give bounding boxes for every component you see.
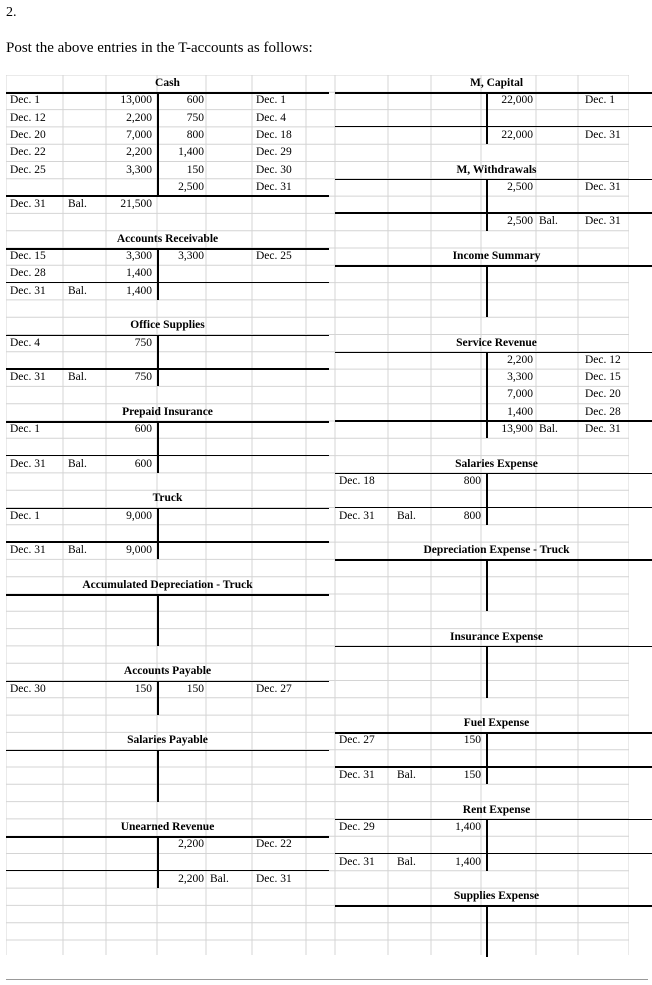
credit-date: Dec. 30 bbox=[256, 163, 292, 176]
debit-date: Dec. 1 bbox=[10, 423, 41, 435]
debit-amount: 150 bbox=[463, 734, 481, 747]
t-account-center-line bbox=[486, 819, 488, 871]
debit-date: Dec. 31 bbox=[339, 855, 375, 868]
credit-amount: 750 bbox=[186, 111, 204, 124]
credit-amount: 150 bbox=[186, 163, 204, 176]
account-title: Prepaid Insurance bbox=[122, 405, 213, 418]
t-account-center-line bbox=[157, 750, 159, 802]
account-title: Cash bbox=[155, 77, 180, 89]
credit-amount: 2,200 bbox=[507, 353, 533, 366]
account-title: Rent Expense bbox=[462, 803, 531, 816]
debit-date: Dec. 31 bbox=[10, 284, 46, 297]
credit-date: Dec. 18 bbox=[256, 128, 292, 141]
debit-amount: 3,300 bbox=[126, 163, 152, 176]
credit-amount: 2,200 bbox=[178, 838, 204, 851]
account-title: Income Summary bbox=[452, 250, 541, 262]
credit-date: Dec. 27 bbox=[256, 682, 292, 695]
debit-date: Dec. 31 bbox=[10, 198, 46, 211]
credit-date: Dec. 4 bbox=[256, 111, 287, 124]
debit-amount: 2,200 bbox=[126, 111, 152, 124]
credit-amount: 2,500 bbox=[178, 180, 204, 193]
debit-date: Dec. 31 bbox=[10, 544, 46, 557]
debit-amount: 7,000 bbox=[126, 128, 152, 141]
debit-amount: 1,400 bbox=[126, 284, 152, 297]
t-account-top-line bbox=[6, 594, 329, 596]
debit-amount: 13,000 bbox=[120, 94, 152, 107]
debit-date: Dec. 30 bbox=[10, 682, 46, 695]
credit-balance-label: Bal. bbox=[210, 872, 229, 885]
credit-amount: 7,000 bbox=[507, 388, 533, 401]
credit-date: Dec. 12 bbox=[585, 353, 621, 366]
credit-amount: 2,500 bbox=[507, 180, 533, 193]
debit-date: Dec. 4 bbox=[10, 336, 41, 349]
account-title: Unearned Revenue bbox=[120, 820, 215, 833]
t-account-center-line bbox=[157, 335, 159, 387]
debit-balance-label: Bal. bbox=[68, 457, 87, 470]
debit-amount: 1,400 bbox=[455, 820, 481, 833]
t-account-center-line bbox=[157, 421, 159, 473]
account-title: Insurance Expense bbox=[450, 630, 543, 643]
credit-date: Dec. 31 bbox=[585, 423, 621, 435]
credit-date: Dec. 25 bbox=[256, 250, 292, 262]
debit-amount: 750 bbox=[134, 371, 152, 384]
credit-date: Dec. 31 bbox=[585, 128, 621, 141]
credit-balance-label: Bal. bbox=[539, 215, 558, 228]
debit-balance-label: Bal. bbox=[397, 855, 416, 868]
debit-date: Dec. 31 bbox=[10, 457, 46, 470]
credit-amount: 2,200 bbox=[178, 872, 204, 885]
credit-amount: 1,400 bbox=[178, 146, 204, 159]
credit-amount: 800 bbox=[186, 128, 204, 141]
account-title: M, Withdrawals bbox=[456, 163, 537, 176]
account-title: Office Supplies bbox=[130, 319, 205, 332]
debit-amount: 800 bbox=[463, 509, 481, 522]
account-title: Fuel Expense bbox=[463, 717, 530, 730]
debit-balance-label: Bal. bbox=[68, 371, 87, 384]
account-title: Accumulated Depreciation - Truck bbox=[82, 578, 253, 591]
credit-amount: 600 bbox=[186, 94, 204, 107]
debit-date: Dec. 31 bbox=[339, 509, 375, 522]
t-account-center-line bbox=[486, 265, 488, 317]
debit-date: Dec. 1 bbox=[10, 94, 41, 107]
debit-date: Dec. 28 bbox=[10, 267, 46, 280]
debit-date: Dec. 25 bbox=[10, 163, 46, 176]
debit-balance-label: Bal. bbox=[68, 284, 87, 297]
t-account-center-line bbox=[486, 646, 488, 698]
t-account-top-line bbox=[335, 265, 652, 267]
t-account-top-line bbox=[6, 750, 329, 752]
debit-amount: 800 bbox=[463, 474, 481, 487]
credit-date: Dec. 20 bbox=[585, 388, 621, 401]
credit-balance-label: Bal. bbox=[539, 423, 558, 435]
credit-date: Dec. 31 bbox=[256, 180, 292, 193]
debit-balance-label: Bal. bbox=[68, 198, 87, 211]
credit-amount: 1,400 bbox=[507, 405, 533, 418]
debit-amount: 150 bbox=[134, 682, 152, 695]
credit-date: Dec. 15 bbox=[585, 371, 621, 384]
debit-date: Dec. 22 bbox=[10, 146, 46, 159]
account-title: Service Revenue bbox=[456, 336, 537, 349]
credit-date: Dec. 1 bbox=[256, 94, 287, 107]
instruction-text: Post the above entries in the T-accounts as follows: bbox=[6, 40, 313, 56]
account-title: Depreciation Expense - Truck bbox=[423, 544, 570, 557]
t-account-center-line bbox=[157, 508, 159, 560]
debit-date: Dec. 20 bbox=[10, 128, 46, 141]
credit-amount: 13,900 bbox=[501, 423, 533, 435]
account-title: Accounts Payable bbox=[123, 665, 212, 678]
t-account-center-line bbox=[486, 559, 488, 611]
t-account-center-line bbox=[486, 732, 488, 784]
account-title: Supplies Expense bbox=[453, 890, 540, 903]
debit-amount: 600 bbox=[134, 457, 152, 470]
debit-date: Dec. 12 bbox=[10, 111, 46, 124]
debit-balance-label: Bal. bbox=[68, 544, 87, 557]
credit-amount: 22,000 bbox=[501, 94, 533, 107]
debit-amount: 2,200 bbox=[126, 146, 152, 159]
t-account-center-line bbox=[486, 905, 488, 957]
credit-date: Dec. 29 bbox=[256, 146, 292, 159]
account-title: M, Capital bbox=[469, 77, 524, 89]
debit-date: Dec. 27 bbox=[339, 734, 375, 747]
account-title: Salaries Payable bbox=[127, 734, 208, 747]
debit-amount: 1,400 bbox=[455, 855, 481, 868]
credit-amount: 3,300 bbox=[507, 371, 533, 384]
debit-amount: 600 bbox=[134, 423, 152, 435]
credit-date: Dec. 31 bbox=[585, 180, 621, 193]
t-account-top-line bbox=[335, 905, 652, 907]
divider bbox=[6, 979, 648, 980]
account-title: Accounts Receivable bbox=[116, 232, 219, 245]
t-account-top-line bbox=[335, 559, 652, 561]
debit-date: Dec. 29 bbox=[339, 820, 375, 833]
debit-amount: 750 bbox=[134, 336, 152, 349]
account-title: Truck bbox=[152, 492, 183, 505]
account-title: Salaries Expense bbox=[455, 457, 538, 470]
credit-amount: 150 bbox=[186, 682, 204, 695]
credit-date: Dec. 22 bbox=[256, 838, 292, 851]
credit-amount: 2,500 bbox=[507, 215, 533, 228]
debit-amount: 150 bbox=[463, 769, 481, 781]
debit-date: Dec. 15 bbox=[10, 250, 46, 262]
debit-amount: 9,000 bbox=[126, 509, 152, 522]
credit-date: Dec. 31 bbox=[256, 872, 292, 885]
debit-balance-label: Bal. bbox=[397, 509, 416, 522]
debit-date: Dec. 31 bbox=[339, 769, 375, 781]
debit-amount: 3,300 bbox=[126, 250, 152, 262]
t-account-center-line bbox=[486, 473, 488, 525]
problem-number: 2. bbox=[6, 5, 17, 20]
debit-amount: 1,400 bbox=[126, 267, 152, 280]
t-account-top-line bbox=[335, 646, 652, 648]
credit-date: Dec. 31 bbox=[585, 215, 621, 228]
credit-date: Dec. 1 bbox=[585, 94, 616, 107]
t-account-center-line bbox=[157, 594, 159, 646]
debit-amount: 9,000 bbox=[126, 544, 152, 557]
debit-date: Dec. 31 bbox=[10, 371, 46, 384]
debit-amount: 21,500 bbox=[120, 198, 152, 211]
credit-amount: 22,000 bbox=[501, 128, 533, 141]
credit-amount: 3,300 bbox=[178, 250, 204, 262]
debit-date: Dec. 1 bbox=[10, 509, 41, 522]
debit-date: Dec. 18 bbox=[339, 474, 375, 487]
debit-balance-label: Bal. bbox=[397, 769, 416, 781]
credit-date: Dec. 28 bbox=[585, 405, 621, 418]
